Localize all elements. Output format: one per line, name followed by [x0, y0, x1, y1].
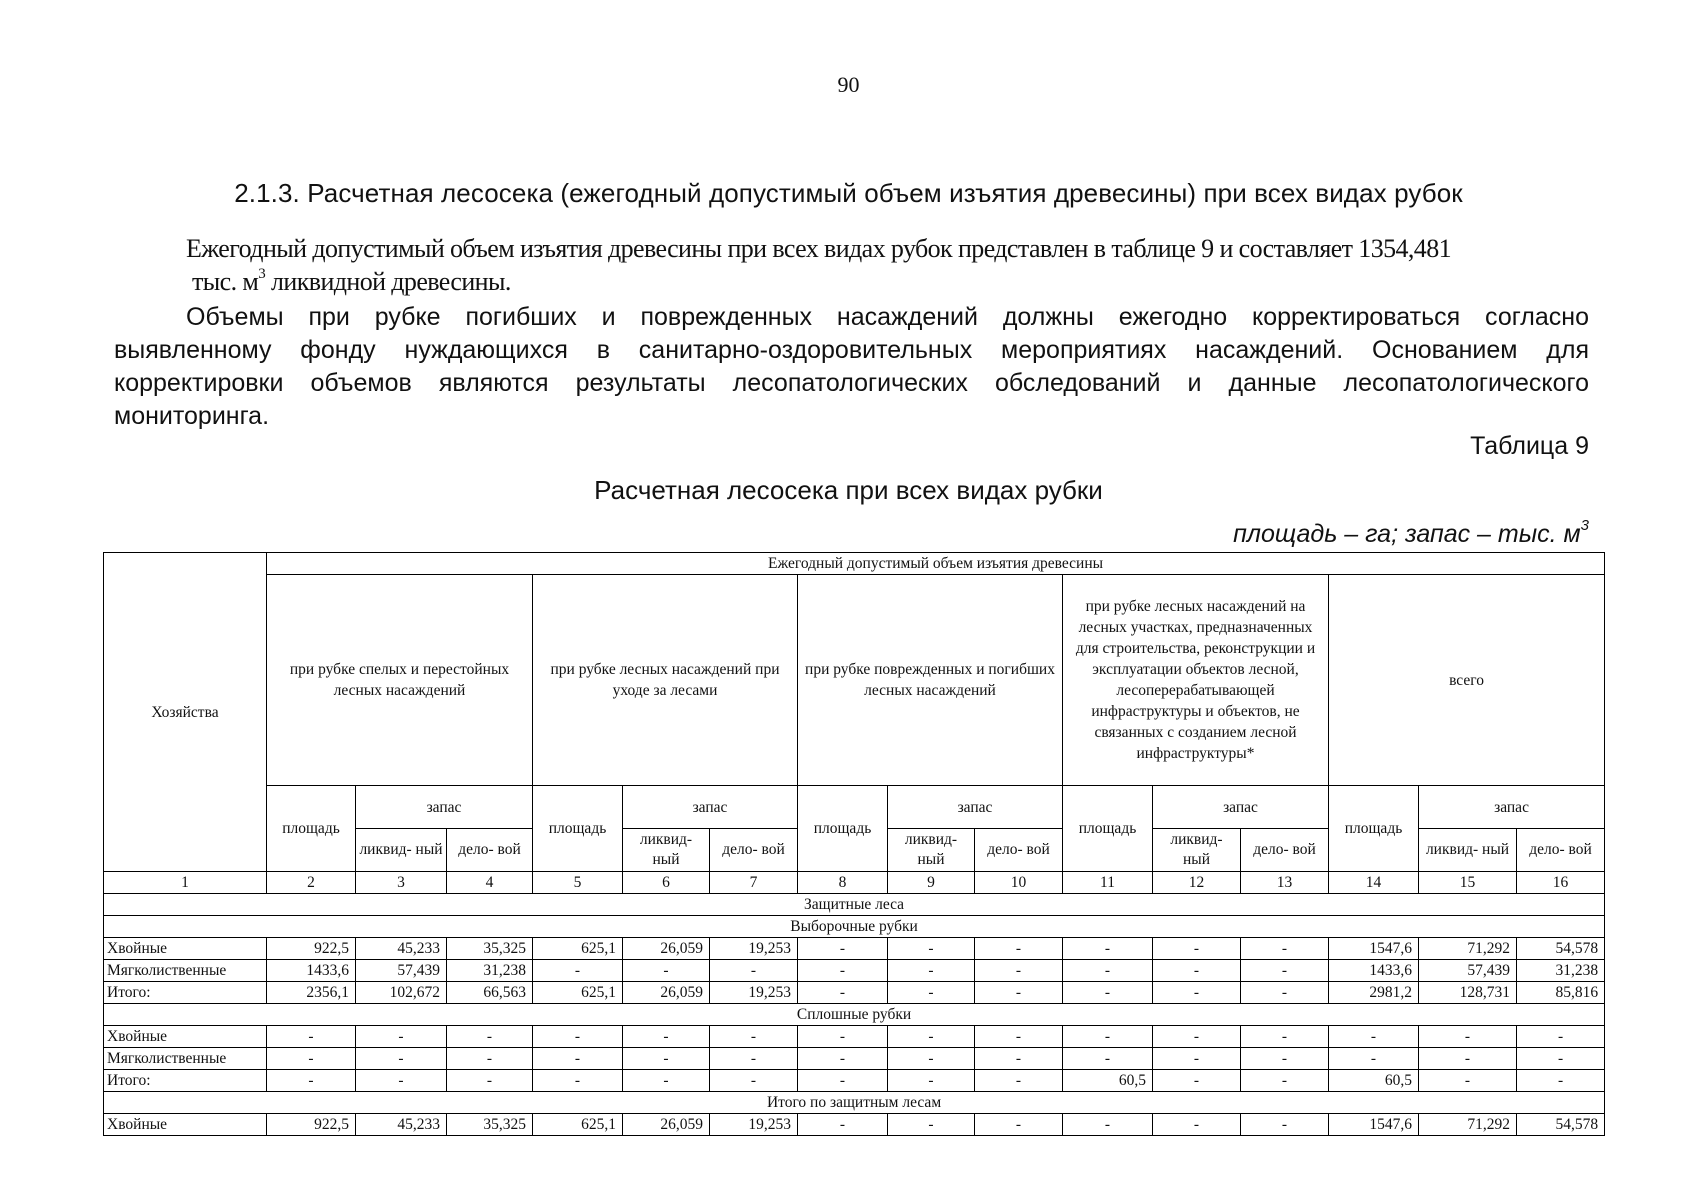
table-cell: -: [888, 1070, 975, 1092]
table-cell: 922,5: [267, 1114, 356, 1136]
table-cell: 1547,6: [1329, 1114, 1419, 1136]
table-cell: 1433,6: [1329, 960, 1419, 982]
header-farms: Хозяйства: [104, 553, 267, 872]
table-cell: -: [1517, 1026, 1605, 1048]
row-label: Хвойные: [104, 1114, 267, 1136]
table-cell: -: [623, 1026, 710, 1048]
table-cell: 625,1: [533, 938, 623, 960]
row-label: Мягколиственные: [104, 960, 267, 982]
table-row: [104, 1026, 1605, 1048]
section-row: [104, 1004, 1605, 1026]
table-units: [1233, 517, 1589, 549]
row-label: Хвойные: [104, 1026, 267, 1048]
table-title: Расчетная лесосека при всех видах рубки: [594, 475, 1103, 505]
table-cell: 2981,2: [1329, 982, 1419, 1004]
column-number: 1: [104, 872, 267, 894]
section-heading: 2.1.3. Расчетная лесосека (ежегодный допустимый объем изъятия древесины) при всех видах рубок: [234, 178, 1463, 208]
column-number: 12: [1153, 872, 1241, 894]
table-cell: -: [888, 1026, 975, 1048]
table-cell: -: [447, 1070, 533, 1092]
table-cell: -: [798, 1026, 888, 1048]
table-cell: -: [975, 1026, 1063, 1048]
table-cell: -: [533, 1048, 623, 1070]
section-title: Итого по защитным лесам: [104, 1092, 1605, 1114]
header-group-mature: при рубке спелых и перестойных лесных насаждений: [267, 575, 533, 786]
table-cell: 26,059: [623, 982, 710, 1004]
table-cell: -: [1241, 938, 1329, 960]
table-cell: 54,578: [1517, 938, 1605, 960]
table-cell: -: [975, 1070, 1063, 1092]
column-number: 16: [1517, 872, 1605, 894]
table-cell: -: [975, 1114, 1063, 1136]
table-cell: -: [356, 1026, 447, 1048]
table-cell: 45,233: [356, 1114, 447, 1136]
header-area: площадь: [1329, 786, 1419, 872]
header-group-damaged: при рубке поврежденных и погибших лесных насаждений: [798, 575, 1063, 786]
table-cell: 60,5: [1063, 1070, 1153, 1092]
table-cell: 19,253: [710, 938, 798, 960]
table-row: [104, 960, 1605, 982]
table-cell: 19,253: [710, 982, 798, 1004]
table-cell: 66,563: [447, 982, 533, 1004]
table-cell: -: [1153, 1114, 1241, 1136]
table-cell: 26,059: [623, 938, 710, 960]
table-cell: -: [1153, 1048, 1241, 1070]
table-cell: -: [1241, 1026, 1329, 1048]
intro-line-1: Ежегодный допустимый объем изъятия древесины при всех видах рубок представлен в таблице 9 и составляет 1354,481: [186, 234, 1451, 263]
header-business: дело- вой: [710, 829, 798, 872]
header-business: дело- вой: [1517, 829, 1605, 872]
table-cell: -: [1419, 1070, 1517, 1092]
table-cell: -: [1329, 1026, 1419, 1048]
column-number: 5: [533, 872, 623, 894]
table-cell: 625,1: [533, 982, 623, 1004]
column-number: 6: [623, 872, 710, 894]
table-cell: -: [1153, 960, 1241, 982]
table-cell: 625,1: [533, 1114, 623, 1136]
column-number: 14: [1329, 872, 1419, 894]
table-row: [104, 1114, 1605, 1136]
table-cell: -: [1329, 1048, 1419, 1070]
table-cell: -: [1153, 1026, 1241, 1048]
header-area: площадь: [533, 786, 623, 872]
table-row: [104, 938, 1605, 960]
column-number: 4: [447, 872, 533, 894]
table-cell: -: [975, 938, 1063, 960]
column-number: 7: [710, 872, 798, 894]
table-cell: -: [356, 1048, 447, 1070]
intro-line-2-text: ликвидной древесины.: [265, 267, 511, 296]
table-cell: 922,5: [267, 938, 356, 960]
table-cell: 45,233: [356, 938, 447, 960]
table-cell: 35,325: [447, 938, 533, 960]
section-row: [104, 1092, 1605, 1114]
table-cell: -: [888, 938, 975, 960]
column-number: 3: [356, 872, 447, 894]
column-number: 10: [975, 872, 1063, 894]
table-row: [104, 982, 1605, 1004]
header-stock: запас: [1153, 786, 1329, 829]
table-cell: -: [1517, 1070, 1605, 1092]
table-cell: -: [1153, 938, 1241, 960]
header-liquid: ликвид- ный: [1419, 829, 1517, 872]
table-cell: -: [1153, 982, 1241, 1004]
header-business: дело- вой: [975, 829, 1063, 872]
table-cell: -: [888, 960, 975, 982]
table-cell: 35,325: [447, 1114, 533, 1136]
correction-line: Объемы при рубке погибших и поврежденных насаждений должны ежегодно корректироваться согласно: [186, 303, 1589, 331]
header-stock: запас: [356, 786, 533, 829]
table-cell: 54,578: [1517, 1114, 1605, 1136]
table-cell: -: [1241, 1070, 1329, 1092]
table-cell: -: [623, 1048, 710, 1070]
table-cell: -: [710, 1070, 798, 1092]
table-cell: -: [356, 1070, 447, 1092]
table-cell: -: [1153, 1070, 1241, 1092]
intro-unit: тыс. м: [192, 267, 259, 296]
table-cell: -: [267, 1048, 356, 1070]
table-cell: -: [710, 1048, 798, 1070]
table-cell: 71,292: [1419, 938, 1517, 960]
table-cell: -: [798, 1070, 888, 1092]
row-label: Итого:: [104, 982, 267, 1004]
table-cell: -: [975, 1048, 1063, 1070]
header-area: площадь: [1063, 786, 1153, 872]
correction-line: корректировки объемов являются результаты лесопатологических обследований и данные лесопатологического: [114, 369, 1589, 397]
table-cell: -: [888, 1114, 975, 1136]
table-cell: -: [533, 1070, 623, 1092]
table-cell: -: [1063, 960, 1153, 982]
table-cell: 19,253: [710, 1114, 798, 1136]
header-liquid: ликвид- ный: [888, 829, 975, 872]
table-cell: -: [533, 1026, 623, 1048]
table-cell: -: [623, 960, 710, 982]
table-cell: 1547,6: [1329, 938, 1419, 960]
table-cell: -: [623, 1070, 710, 1092]
table-cell: -: [798, 938, 888, 960]
header-liquid: ликвид- ный: [623, 829, 710, 872]
header-area: площадь: [267, 786, 356, 872]
table-cell: 57,439: [356, 960, 447, 982]
table-cell: -: [1063, 1026, 1153, 1048]
table-cell: 1433,6: [267, 960, 356, 982]
table-cell: 26,059: [623, 1114, 710, 1136]
section-row: [104, 894, 1605, 916]
table-cell: -: [798, 1114, 888, 1136]
correction-line: мониторинга.: [114, 402, 270, 430]
column-numbers-row: [104, 872, 1605, 894]
table-cell: 128,731: [1419, 982, 1517, 1004]
table-cell: -: [1241, 960, 1329, 982]
header-area: площадь: [798, 786, 888, 872]
table-cell: -: [1241, 1048, 1329, 1070]
row-label: Мягколиственные: [104, 1048, 267, 1070]
table-cell: -: [975, 982, 1063, 1004]
column-number: 9: [888, 872, 975, 894]
page-number: 90: [837, 72, 860, 97]
table-row: [104, 1048, 1605, 1070]
table-cell: -: [888, 1048, 975, 1070]
table-cell: -: [1063, 982, 1153, 1004]
header-group-total: всего: [1329, 575, 1605, 786]
table-cell: -: [1517, 1048, 1605, 1070]
allowable-cut-table: [103, 552, 1605, 1136]
table-cell: 85,816: [1517, 982, 1605, 1004]
table-cell: -: [1063, 1114, 1153, 1136]
section-title: Защитные леса: [104, 894, 1605, 916]
table-cell: -: [447, 1026, 533, 1048]
header-liquid: ликвид- ный: [1153, 829, 1241, 872]
table-cell: 2356,1: [267, 982, 356, 1004]
column-number: 8: [798, 872, 888, 894]
header-business: дело- вой: [447, 829, 533, 872]
table-cell: 60,5: [1329, 1070, 1419, 1092]
column-number: 13: [1241, 872, 1329, 894]
header-group-thinning: при рубке лесных насаждений при уходе за лесами: [533, 575, 798, 786]
table-cell: -: [798, 960, 888, 982]
intro-line-2: [192, 265, 1606, 298]
table-cell: -: [888, 982, 975, 1004]
intro-unit-sup: 3: [258, 266, 266, 282]
column-number: 15: [1419, 872, 1517, 894]
table-cell: 71,292: [1419, 1114, 1517, 1136]
units-text: площадь – га; запас – тыс. м: [1233, 520, 1581, 548]
units-sup: 3: [1580, 517, 1589, 534]
header-stock: запас: [1419, 786, 1605, 829]
table-cell: -: [1063, 938, 1153, 960]
table-cell: -: [710, 960, 798, 982]
header-group-infrastructure: при рубке лесных насаждений на лесных участках, предназначенных для строительства, реконструкции и эксплуатации объектов лесной, лесоперерабатывающей инфраструктуры и объектов, не связанных с созданием лесной инфраструктуры*: [1063, 575, 1329, 786]
table-cell: -: [798, 982, 888, 1004]
row-label: Хвойные: [104, 938, 267, 960]
table-header: [104, 553, 1605, 872]
table-cell: -: [533, 960, 623, 982]
header-liquid: ликвид- ный: [356, 829, 447, 872]
correction-paragraph: [114, 301, 1589, 433]
column-number: 2: [267, 872, 356, 894]
header-stock: запас: [888, 786, 1063, 829]
table-cell: -: [447, 1048, 533, 1070]
table-cell: 31,238: [447, 960, 533, 982]
header-business: дело- вой: [1241, 829, 1329, 872]
table-cell: -: [1063, 1048, 1153, 1070]
section-title: Выборочные рубки: [104, 916, 1605, 938]
table-cell: 57,439: [1419, 960, 1517, 982]
table-cell: -: [1419, 1048, 1517, 1070]
table-cell: -: [1419, 1026, 1517, 1048]
intro-paragraph: [186, 232, 1606, 298]
table-cell: -: [798, 1048, 888, 1070]
header-stock: запас: [623, 786, 798, 829]
table-cell: -: [975, 960, 1063, 982]
table-cell: -: [1241, 1114, 1329, 1136]
table-row: [104, 1070, 1605, 1092]
table-cell: -: [710, 1026, 798, 1048]
table-number: Таблица 9: [1470, 432, 1589, 460]
table-cell: 102,672: [356, 982, 447, 1004]
column-number: 11: [1063, 872, 1153, 894]
table-cell: -: [267, 1070, 356, 1092]
table-cell: -: [267, 1026, 356, 1048]
table-cell: -: [1241, 982, 1329, 1004]
row-label: Итого:: [104, 1070, 267, 1092]
correction-line: выявленному фонду нуждающихся в санитарно-оздоровительных мероприятиях насаждений. Основанием для: [114, 336, 1589, 364]
table-body: [104, 872, 1605, 1136]
section-row: [104, 916, 1605, 938]
header-annual-volume: Ежегодный допустимый объем изъятия древесины: [267, 553, 1605, 575]
section-title: Сплошные рубки: [104, 1004, 1605, 1026]
table-cell: 31,238: [1517, 960, 1605, 982]
